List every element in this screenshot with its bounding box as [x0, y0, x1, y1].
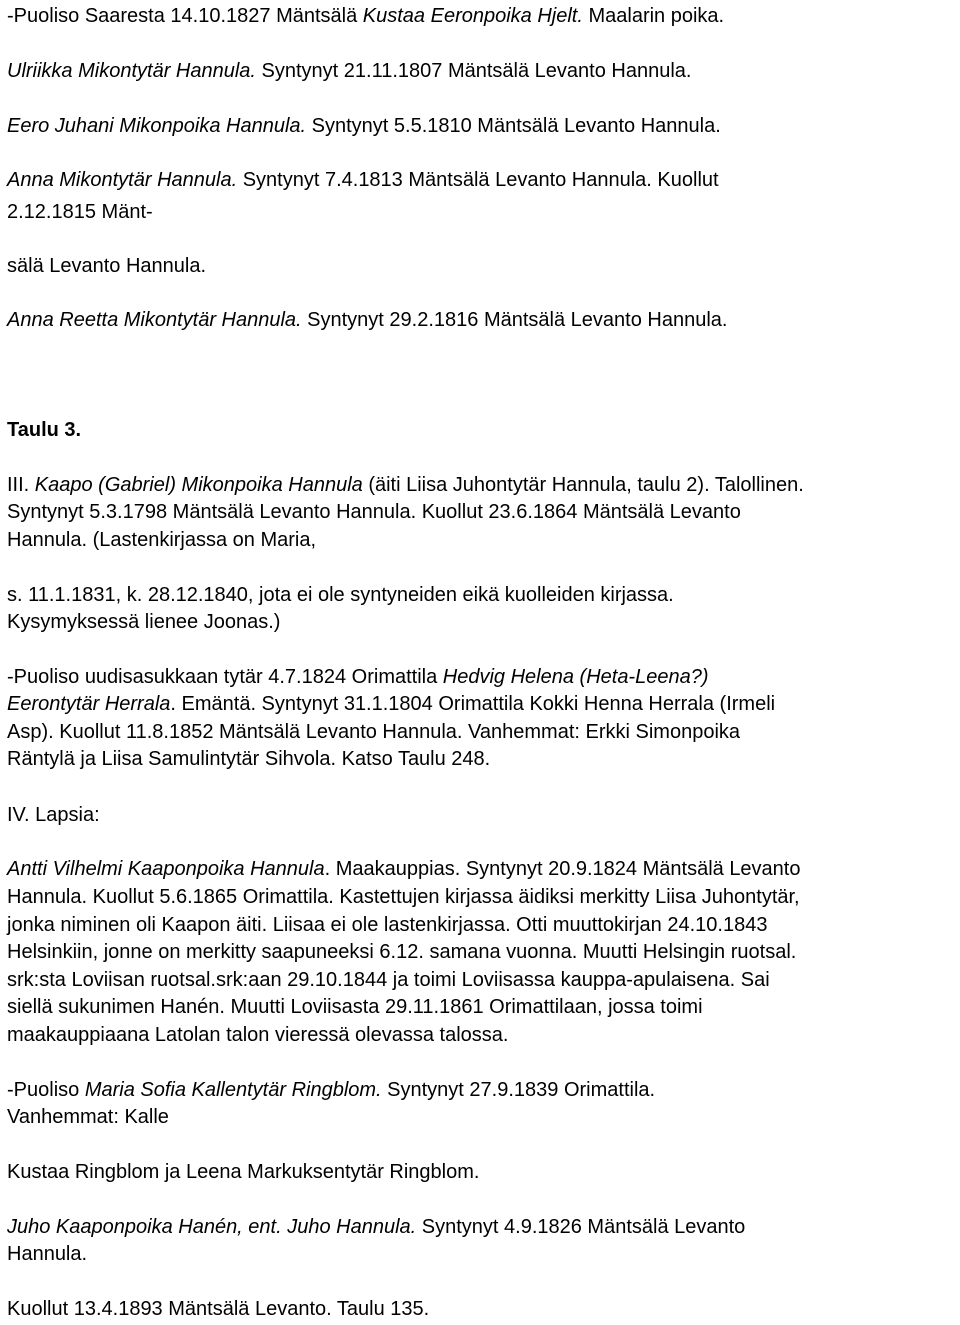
text-line: jonka niminen oli Kaapon äiti. Liisaa ei ole lastenkirjassa. Otti muuttokirjan 24.10.1843	[7, 914, 768, 936]
text-line	[7, 473, 804, 497]
text-line	[7, 4, 724, 28]
text-line: Hannula. Kuollut 5.6.1865 Orimattila. Kastettujen kirjassa äidiksi merkitty Liisa Juhontytär,	[7, 886, 800, 908]
text-line: Hannula. (Lastenkirjassa on Maria,	[7, 529, 317, 551]
person-name: Hedvig Helena (Heta-Leena?)	[442, 666, 709, 688]
text-line	[7, 114, 721, 138]
person-name: Antti Vilhelmi Kaaponpoika Hannula	[7, 858, 325, 880]
text-line: 2.12.1815 Mänt-	[7, 201, 153, 223]
person-name: Ulriikka Mikontytär Hannula.	[7, 60, 256, 82]
text-segment: Syntynyt 27.9.1839 Orimattila.	[381, 1079, 656, 1101]
text-line: Vanhemmat: Kalle	[7, 1106, 169, 1128]
text-line: siellä sukunimen Hanén. Muutti Loviisasta 29.11.1861 Orimattilaan, jossa toimi	[7, 996, 703, 1018]
text-line	[7, 857, 800, 881]
text-line: Kuollut 13.4.1893 Mäntsälä Levanto. Taulu 135.	[7, 1298, 430, 1320]
person-name: Anna Mikontytär Hannula.	[7, 169, 238, 191]
text-line: maakauppiaana Latolan talon vieressä olevassa talossa.	[7, 1024, 509, 1046]
text-segment: . Emäntä. Syntynyt 31.1.1804 Orimattila Kokki Henna Herrala (Irmeli	[170, 693, 776, 715]
text-segment: -Puoliso Saaresta 14.10.1827 Mäntsälä	[7, 5, 363, 27]
children-heading: IV. Lapsia:	[7, 804, 100, 826]
text-line	[7, 59, 691, 83]
text-line	[7, 665, 709, 689]
text-segment: . Maakauppias. Syntynyt 20.9.1824 Mäntsälä Levanto	[324, 858, 801, 880]
text-line: Kustaa Ringblom ja Leena Markuksentytär Ringblom.	[7, 1161, 480, 1183]
person-name: Eerontytär Herrala	[7, 693, 171, 715]
text-segment: Syntynyt 5.5.1810 Mäntsälä Levanto Hannula.	[306, 115, 721, 137]
text-line	[7, 1078, 655, 1102]
text-line: Syntynyt 5.3.1798 Mäntsälä Levanto Hannula. Kuollut 23.6.1864 Mäntsälä Levanto	[7, 501, 741, 523]
text-line: Asp). Kuollut 11.8.1852 Mäntsälä Levanto Hannula. Vanhemmat: Erkki Simonpoika	[7, 721, 741, 743]
person-name: Anna Reetta Mikontytär Hannula.	[7, 309, 302, 331]
text-segment: -Puoliso uudisasukkaan tytär 4.7.1824 Orimattila	[7, 666, 443, 688]
text-segment: III.	[7, 474, 35, 496]
text-line: Hannula.	[7, 1243, 88, 1265]
text-line	[7, 1215, 745, 1239]
text-segment: -Puoliso	[7, 1079, 85, 1101]
text-line: srk:sta Loviisan ruotsal.srk:aan 29.10.1844 ja toimi Loviisassa kauppa-apulaisena. Sai	[7, 969, 770, 991]
text-line	[7, 308, 727, 332]
text-line: Helsinkiin, jonne on merkitty saapuneeksi 6.12. samana vuonna. Muutti Helsingin ruotsal.	[7, 941, 797, 963]
text-line	[7, 692, 775, 716]
text-segment: (äiti Liisa Juhontytär Hannula, taulu 2). Talollinen.	[362, 474, 804, 496]
text-line: Räntylä ja Liisa Samulintytär Sihvola. Katso Taulu 248.	[7, 748, 491, 770]
text-segment: Syntynyt 7.4.1813 Mäntsälä Levanto Hannula. Kuollut	[237, 169, 719, 191]
text-line	[7, 168, 719, 192]
text-line: s. 11.1.1831, k. 28.12.1840, jota ei ole syntyneiden eikä kuolleiden kirjassa.	[7, 584, 674, 606]
person-name: Maria Sofia Kallentytär Ringblom.	[84, 1079, 382, 1101]
text-segment: Syntynyt 29.2.1816 Mäntsälä Levanto Hannula.	[301, 309, 728, 331]
text-segment: Maalarin poika.	[582, 5, 725, 27]
person-name: Kaapo (Gabriel) Mikonpoika Hannula	[34, 474, 363, 496]
text-segment: Syntynyt 21.11.1807 Mäntsälä Levanto Hannula.	[255, 60, 692, 82]
text-line: Kysymyksessä lienee Joonas.)	[7, 611, 281, 633]
text-segment: Syntynyt 4.9.1826 Mäntsälä Levanto	[416, 1216, 746, 1238]
person-name: Juho Kaaponpoika Hanén, ent. Juho Hannula.	[7, 1216, 417, 1238]
text-line: sälä Levanto Hannula.	[7, 255, 207, 277]
person-name: Kustaa Eeronpoika Hjelt.	[362, 5, 583, 27]
table-heading: Taulu 3.	[7, 419, 82, 441]
person-name: Eero Juhani Mikonpoika Hannula.	[7, 115, 307, 137]
